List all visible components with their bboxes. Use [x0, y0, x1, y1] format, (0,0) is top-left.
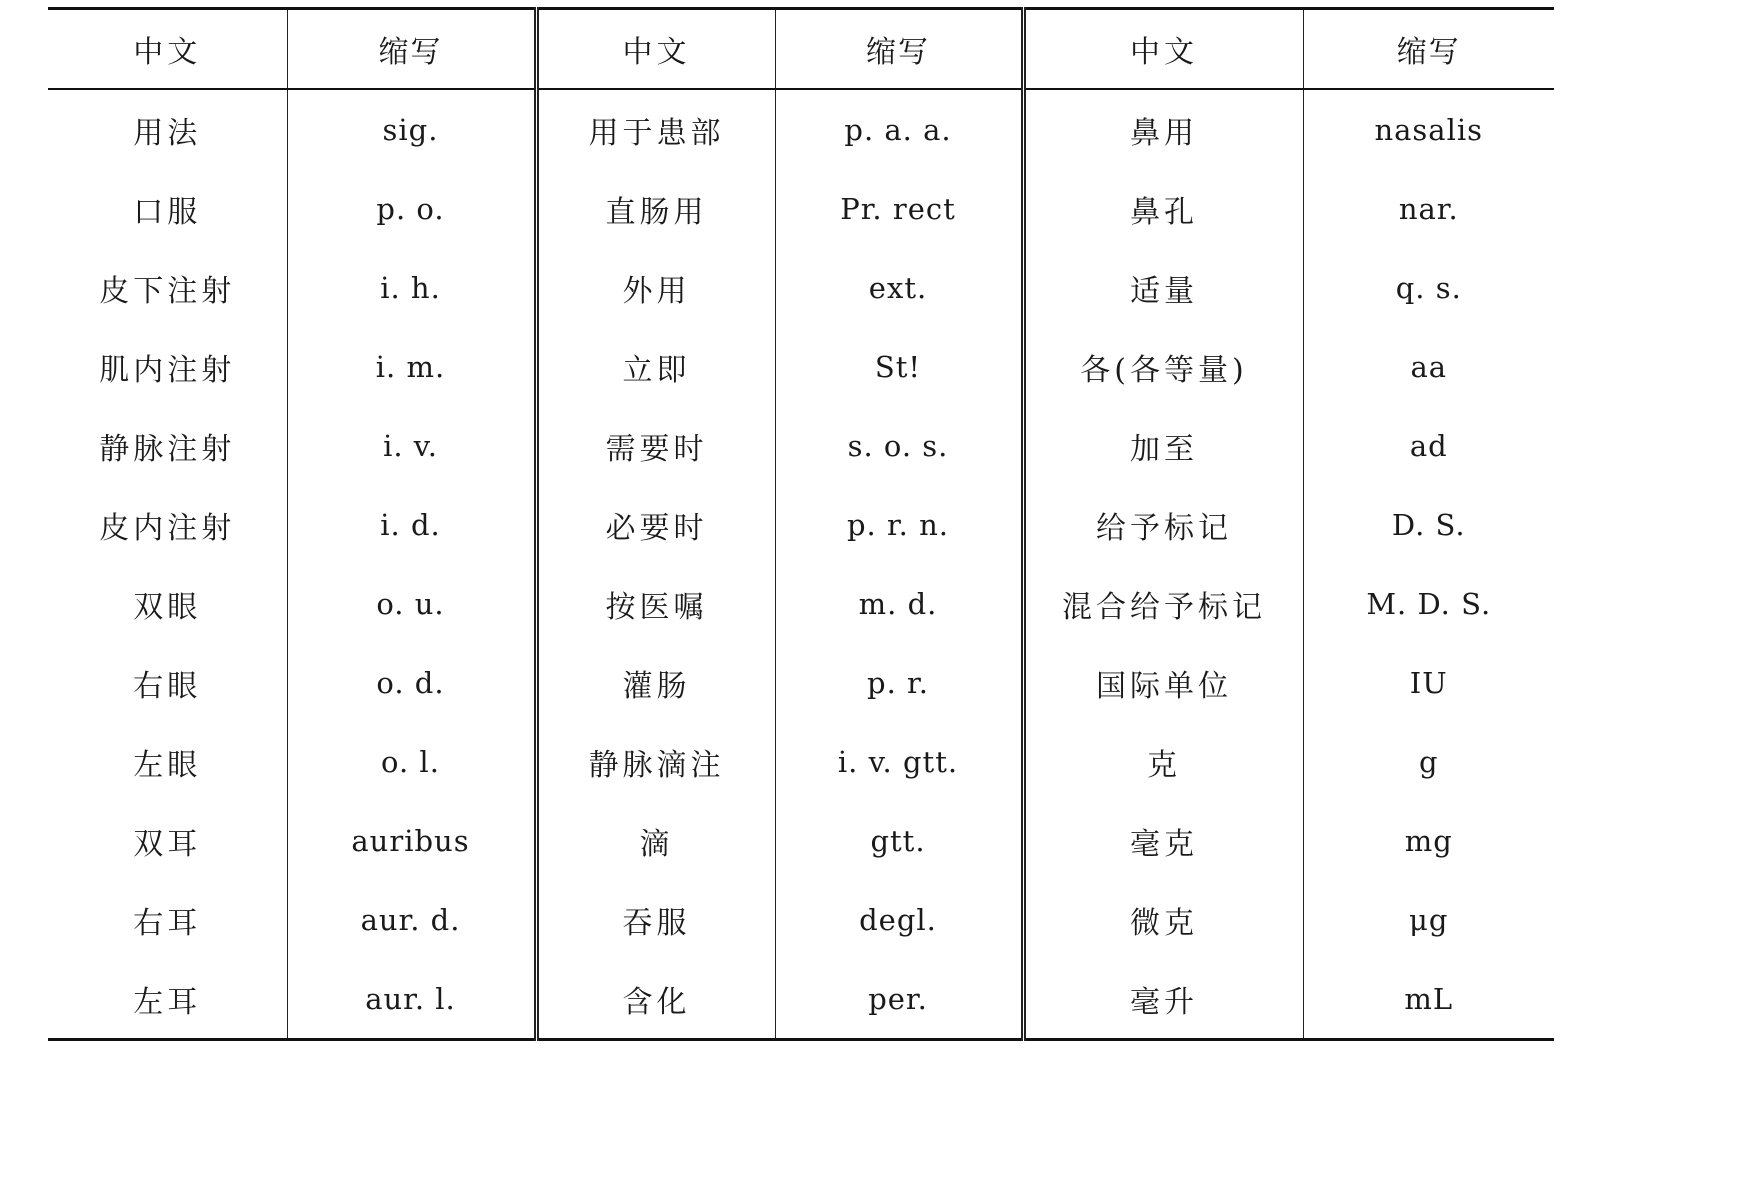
header-row — [48, 9, 1554, 90]
abbreviation-cell: p. a. a. — [775, 89, 1023, 169]
chinese-term-cell: 加至 — [1023, 406, 1303, 485]
abbreviation-table — [48, 7, 1554, 1041]
chinese-term-cell: 用于患部 — [536, 89, 775, 169]
chinese-term-cell: 需要时 — [536, 406, 775, 485]
abbreviation-cell: p. r. n. — [775, 485, 1023, 564]
abbreviation-cell: i. v. — [287, 406, 536, 485]
chinese-term-cell: 毫升 — [1023, 959, 1303, 1040]
abbreviation-cell: M. D. S. — [1366, 586, 1492, 621]
chinese-term-cell: 毫克 — [1023, 801, 1303, 880]
chinese-term-cell: 混合给予标记 — [1023, 564, 1303, 643]
chinese-term-cell: 鼻用 — [1023, 89, 1303, 169]
abbreviation-cell: IU — [1409, 665, 1448, 700]
chinese-term-cell: 左眼 — [48, 722, 287, 801]
chinese-term-cell: 右眼 — [48, 643, 287, 722]
table-row — [48, 959, 1554, 1040]
chinese-term-cell: 静脉注射 — [48, 406, 287, 485]
table-row — [48, 327, 1554, 406]
table-row — [48, 169, 1554, 248]
header-chinese-2: 中文 — [536, 9, 775, 90]
abbreviation-cell: nar. — [1398, 191, 1459, 226]
abbreviation-cell: mL — [1404, 981, 1454, 1016]
chinese-term-cell: 双眼 — [48, 564, 287, 643]
abbreviation-cell: sig. — [287, 89, 536, 169]
abbreviation-cell: per. — [775, 959, 1023, 1040]
abbreviation-cell: aa — [1410, 349, 1448, 384]
header-abbr-3: 缩写 — [1303, 9, 1554, 90]
table-row — [48, 880, 1554, 959]
abbreviation-cell: St! — [775, 327, 1023, 406]
chinese-term-cell: 克 — [1023, 722, 1303, 801]
abbreviation-cell: o. u. — [287, 564, 536, 643]
table-row — [48, 722, 1554, 801]
chinese-term-cell: 立即 — [536, 327, 775, 406]
abbreviation-cell: i. d. — [287, 485, 536, 564]
chinese-term-cell: 各(各等量) — [1023, 327, 1303, 406]
abbreviation-cell: o. l. — [287, 722, 536, 801]
abbreviation-cell: i. h. — [287, 248, 536, 327]
chinese-term-cell: 按医嘱 — [536, 564, 775, 643]
abbreviation-cell: i. m. — [287, 327, 536, 406]
chinese-term-cell: 灌肠 — [536, 643, 775, 722]
chinese-term-cell: 双耳 — [48, 801, 287, 880]
abbreviation-cell: aur. l. — [287, 959, 536, 1040]
chinese-term-cell: 给予标记 — [1023, 485, 1303, 564]
abbreviation-cell: s. o. s. — [775, 406, 1023, 485]
abbreviation-cell: mg — [1404, 823, 1453, 858]
abbreviation-cell: auribus — [287, 801, 536, 880]
abbreviation-cell: i. v. gtt. — [775, 722, 1023, 801]
abbreviation-cell: p. o. — [287, 169, 536, 248]
abbreviation-cell: p. r. — [775, 643, 1023, 722]
abbreviation-cell: μg — [1409, 902, 1449, 937]
abbreviation-cell: ext. — [775, 248, 1023, 327]
table-body — [48, 89, 1554, 1040]
abbreviation-cell: o. d. — [287, 643, 536, 722]
chinese-term-cell: 静脉滴注 — [536, 722, 775, 801]
chinese-term-cell: 右耳 — [48, 880, 287, 959]
header-abbr-1: 缩写 — [287, 9, 536, 90]
table-row — [48, 643, 1554, 722]
table-row — [48, 89, 1554, 169]
abbreviation-cell: gtt. — [775, 801, 1023, 880]
chinese-term-cell: 直肠用 — [536, 169, 775, 248]
header-chinese-3: 中文 — [1023, 9, 1303, 90]
abbreviation-cell: q. s. — [1395, 270, 1462, 305]
abbreviation-cell: degl. — [775, 880, 1023, 959]
chinese-term-cell: 微克 — [1023, 880, 1303, 959]
chinese-term-cell: 鼻孔 — [1023, 169, 1303, 248]
table-row — [48, 248, 1554, 327]
chinese-term-cell: 左耳 — [48, 959, 287, 1040]
chinese-term-cell: 必要时 — [536, 485, 775, 564]
chinese-term-cell: 滴 — [536, 801, 775, 880]
abbreviation-cell: g — [1418, 744, 1439, 779]
abbreviation-cell: m. d. — [775, 564, 1023, 643]
chinese-term-cell: 皮内注射 — [48, 485, 287, 564]
table-row — [48, 564, 1554, 643]
chinese-term-cell: 肌内注射 — [48, 327, 287, 406]
abbreviation-cell: nasalis — [1374, 112, 1484, 147]
abbreviation-cell: Pr. rect — [775, 169, 1023, 248]
table-row — [48, 485, 1554, 564]
header-chinese-1: 中文 — [48, 9, 287, 90]
chinese-term-cell: 含化 — [536, 959, 775, 1040]
chinese-term-cell: 口服 — [48, 169, 287, 248]
chinese-term-cell: 皮下注射 — [48, 248, 287, 327]
chinese-term-cell: 外用 — [536, 248, 775, 327]
header-abbr-2: 缩写 — [775, 9, 1023, 90]
chinese-term-cell: 用法 — [48, 89, 287, 169]
table-row — [48, 406, 1554, 485]
table-header — [48, 9, 1554, 90]
abbreviation-cell: D. S. — [1391, 507, 1466, 542]
abbreviation-cell: aur. d. — [287, 880, 536, 959]
chinese-term-cell: 适量 — [1023, 248, 1303, 327]
abbreviation-cell: ad — [1409, 428, 1448, 463]
table-row — [48, 801, 1554, 880]
chinese-term-cell: 国际单位 — [1023, 643, 1303, 722]
chinese-term-cell: 吞服 — [536, 880, 775, 959]
